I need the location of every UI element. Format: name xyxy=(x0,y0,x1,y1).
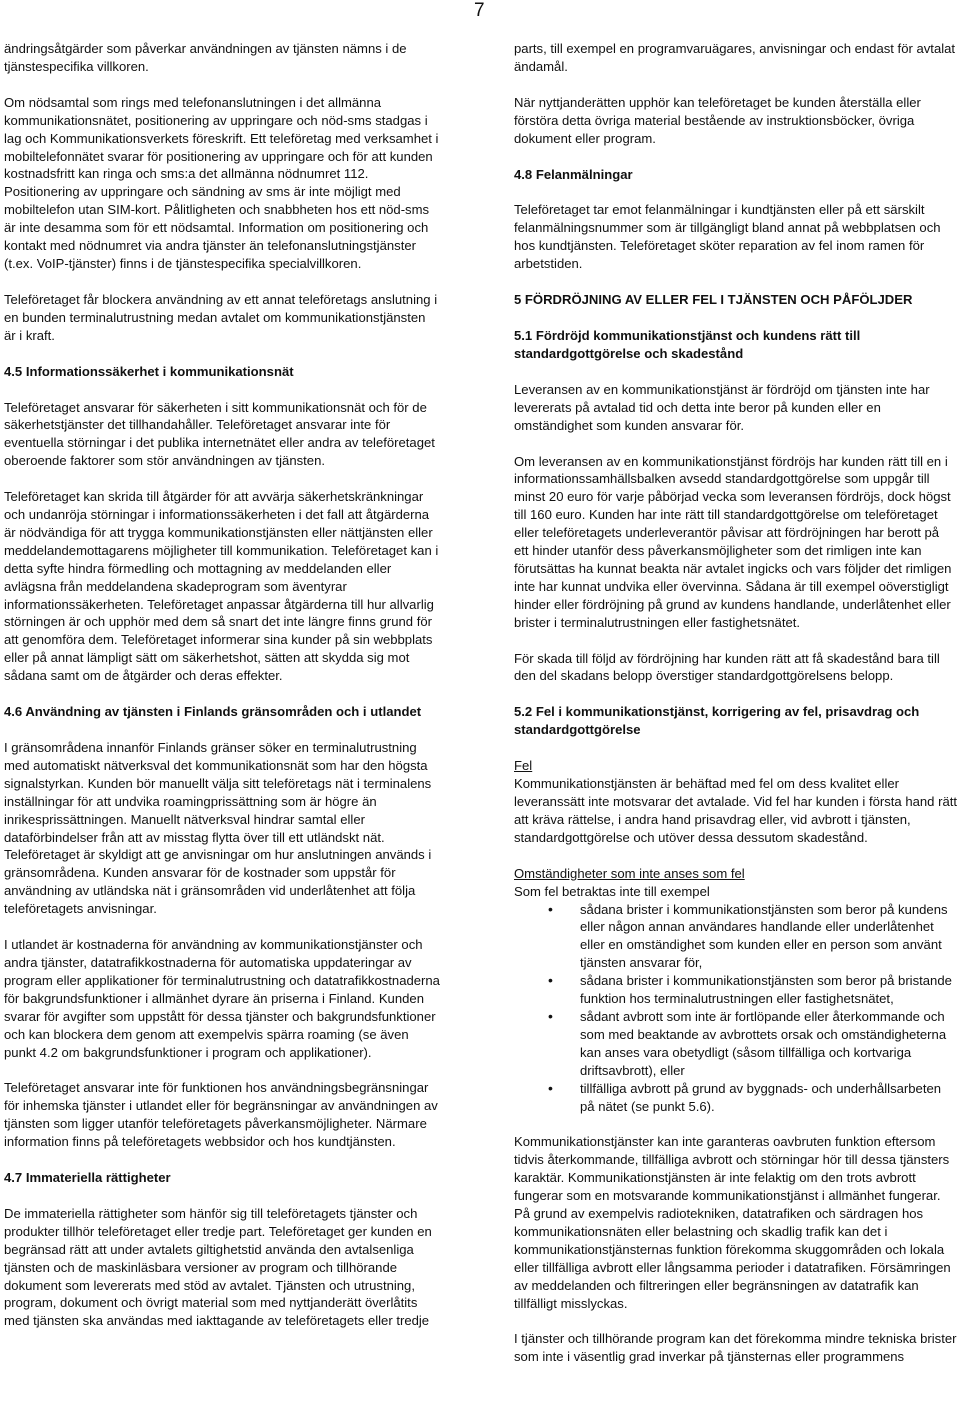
right-column xyxy=(514,40,957,1366)
list-intro: Som fel betraktas inte till exempel xyxy=(514,883,710,899)
paragraph: I tjänster och tillhörande program kan det förekomma mindre tekniska brister som inte i väsentlig grad inverkar på tjänsternas eller programmens xyxy=(514,1331,957,1365)
paragraph: Leveransen av en kommunikationstjänst är fördröjd om tjänsten inte har levererats på avtalad tid och detta inte beror på kunden eller en omständighet som kunden ansvarar för. xyxy=(514,381,930,433)
paragraph: parts, till exempel en programvaruägares, anvisningar och endast för avtalat ändamål. xyxy=(514,41,956,74)
section-heading: 4.7 Immateriella rättigheter xyxy=(4,1170,171,1186)
paragraph: Kommunikationstjänsten är behäftad med fel om dess kvalitet eller leveranssätt inte motsvarar det avtalade. Vid fel har kunden i första hand rätt att kräva rättelse, i andra hand prisavdrag eller, vid avbrott i tjänsten, standardgottgörelse och utöver dessa dessutom skadestånd. xyxy=(514,776,958,845)
section-heading: 4.5 Informationssäkerhet i kommunikationsnät xyxy=(4,363,294,379)
section-heading: 4.6 Användning av tjänsten i Finlands gränsområden och i utlandet xyxy=(4,704,422,720)
page-number: 7 xyxy=(474,0,485,21)
section-heading: 5.1 Fördröjd kommunikationstjänst och kundens rätt till standardgottgörelse och skadestånd xyxy=(514,327,861,361)
paragraph: Teleföretaget kan skrida till åtgärder för att avvärja säkerhetskränkningar och undanröja störningar i informationssäkerheten i det fall att åtgärderna är nödvändiga för att trygga kommunikationstjänsten eller nättjänsten eller meddelandemottagarens möjligheter till kommunikation. Teleföretaget kan i detta syfte hindra förmedling och mottagning av meddelanden eller avlägsna från meddelandena skadeprogram som äventyrar informationssäkerheten. Teleföretaget anpassar åtgärderna till hur allvarlig störningen är och upphör med dem så snart det inte längre finns grund för att genomföra dem. Teleföretaget informerar sina kunder på sin webbplats eller på annat lämpligt sätt om säkerhetshot, sätten att skydda sig mot sådana samt om de åtgärder och deras effekter. xyxy=(4,489,439,684)
paragraph: Teleföretaget får blockera användning av ett annat teleföretags anslutning i en bunden terminalutrustning medan avtalet om kommunikationstjänsten är i kraft. xyxy=(4,291,438,343)
paragraph: Kommunikationstjänster kan inte garanteras oavbruten funktion eftersom tidvis återkommande, tillfälliga avbrott och störningar hör till dessa tjänsters karaktär. Kommunikationstjänsten är inte felaktig om den trots avbrott fungerar som en motsvarande kommunikationstjänst i allmänhet fungerar. På grund av exempelvis radiotekniken, datatrafiken och särdragen hos kommunikationsnäten eller belastning och skadlig trafik kan det i kommunikationstjänsternas funktion förekomma skuggområden och lokala eller tillfälliga avbrott eller långsamma perioder i datatrafiken. Försämringen av meddelanden och filtreringen eller begränsningen av datatrafik kan tillfälligt misslyckas. xyxy=(514,1134,951,1311)
list-item: • sådant avbrott som inte är fortlöpande eller återkommande och som med beaktande av avbrottets orsak och omständigheterna kan anses vara obetydligt (såsom tillfälliga och kortvariga driftsavbrott), eller xyxy=(514,1008,957,1080)
paragraph: Teleföretaget tar emot felanmälningar i kundtjänsten eller på ett särskilt felanmälningsnummer som är tillgängligt bland annat på webbplatsen och hos kundtjänsten. Teleföretaget sköter reparation av fel inom ramen för arbetstiden. xyxy=(514,202,941,272)
paragraph: Om nödsamtal som rings med telefonanslutningen i det allmänna kommunikationsnätet, positionering av uppringare och nöd-sms stadgas i lag och Kommunikationsverkets föreskrift. Ett teleföretag med verksamhet i mobiltelefonnätet svarar för positionering av uppringare och för att kunden kostnadsfritt kan ringa och sms:a det allmänna nödnumret 112. Positionering av uppringare och sändning av sms är inte möjligt med mobiltelefon utan SIM-kort. Pålitligheten och snabbheten hos ett nöd-sms är inte desamma som för ett nödsamtal. Information om positionering och kontakt med nödnumret via andra tjänster än telefonanslutningstjänster (t.ex. VoIP-tjänster) finns i de tjänstespecifika specialvillkoren. xyxy=(4,94,439,271)
chapter-heading: 5 FÖRDRÖJNING AV ELLER FEL I TJÄNSTEN OCH PÅFÖLJDER xyxy=(514,292,913,308)
paragraph: I gränsområdena innanför Finlands gränser söker en terminalutrustning med automatiskt nätverksval det kommunikationsnät som har den högsta signalstyrkan. Kunden bör manuellt välja sitt teleföretags nät i terminalens inställningar för att undvika roamingprissättning som är högre än inrikesprissättningen. Manuellt nätverksval hindrar samtal eller dataförbindelser från att av misstag flytta över till ett utländskt nät. Teleföretaget är skyldigt att ge anvisningar om hur anslutningen används i gränsområdena. Kunden ansvarar för de kostnader som uppstår för användning av utländska nät i gränsområden vid underlåtenhet att följa teleföretagets anvisningar. xyxy=(4,740,432,917)
subheading-fel: Fel xyxy=(514,758,533,774)
paragraph: Om leveransen av en kommunikationstjänst fördröjs har kunden rätt till en i informationssamhällsbalken avsedd standardgottgörelse som uppgår till minst 20 euro för varje påbörjad vecka som leveransen fördröjs, dock högst till 160 euro. Kunden har inte rätt till standardgottgörelse om teleföretaget eller teleföretagets underleverantör påvisar att fördröjningen har berott på ett hinder utanför dess påverkansmöjligheter som det rimligen inte kan förutsättas ha kunnat beakta när avtalet ingicks och vars följder det rimligen inte har kunnat undvika eller övervinna. Sådana är till exempel oöverstigligt hinder eller fördröjning på grund av kundens handlande, underlåtenhet eller brister i terminalutrustningen eller fastighetsnätet. xyxy=(514,453,952,630)
paragraph: I utlandet är kostnaderna för användning av kommunikationstjänster och andra tjänster, datatrafikkostnaderna för automatiska uppdateringar av program eller applikationer för terminalutrustning och datatrafikkostnaderna för bakgrundsfunktioner i allmänhet dyrare än priserna i Finland. Kunden svarar för avgifter som uppstått för dessa tjänster och bakgrundsfunktioner och kan blockera dem genom att exempelvis spärra roaming (se även punkt 4.2 om bakgrundsfunktioner i program och applikationer). xyxy=(4,937,440,1060)
list-item: • tillfälliga avbrott på grund av byggnads- och underhållsarbeten på nätet (se punkt 5.6). xyxy=(514,1080,957,1116)
section-heading: 5.2 Fel i kommunikationstjänst, korrigering av fel, prisavdrag och standardgottgörelse xyxy=(514,704,920,738)
paragraph: När nyttjanderätten upphör kan teleföretaget be kunden återställa eller förstöra detta övriga material bestående av instruktionsböcker, övriga dokument eller program. xyxy=(514,94,921,146)
section-heading: 4.8 Felanmälningar xyxy=(514,166,633,182)
paragraph: ändringsåtgärder som påverkar användningen av tjänsten nämns i de tjänstespecifika villkoren. xyxy=(4,41,407,74)
subheading-omstandigheter: Omständigheter som inte anses som fel xyxy=(514,865,745,881)
list-item: • sådana brister i kommunikationstjänsten som beror på kundens eller någon annan användares handlande eller underlåtenhet eller en omständighet som kunden eller en person som använt tjänsten ansvarar för, xyxy=(514,901,957,973)
paragraph: Teleföretaget ansvarar inte för funktionen hos användningsbegränsningar för inhemska tjänster i utlandet eller för begränsningar av användningen av tjänsten som ligger utanför teleföretagets påverkansmöjligheter. Närmare information finns på teleföretagets webbsidor och hos kundtjänsten. xyxy=(4,1080,438,1150)
left-column xyxy=(4,40,440,1330)
paragraph: För skada till följd av fördröjning har kunden rätt att få skadestånd bara till den del skadans belopp överstiger standardgottgörelsens belopp. xyxy=(514,650,940,684)
bullet-list xyxy=(514,901,957,1116)
list-item: • sådana brister i kommunikationstjänsten som beror på bristande funktion hos terminalutrustningen eller fastighetsnätet, xyxy=(514,972,957,1008)
paragraph: De immateriella rättigheter som hänför sig till teleföretagets tjänster och produkter tillhör teleföretaget eller tredje part. Teleföretaget ger kunden en begränsad rätt att under avtalets giltighetstid använda den avtalsenliga tjänsten och de maskinläsbara versioner av program och tillhörande dokument som levererats med stöd av avtalet. Tjänsten och utrustning, program, dokument och övrigt material som med nyttjanderätt överlåtits med tjänsten ska användas med iakttagande av teleföretagets eller tredje xyxy=(4,1205,432,1329)
paragraph: Teleföretaget ansvarar för säkerheten i sitt kommunikationsnät och för de säkerhetstjänster det tillhandahåller. Teleföretaget ansvarar inte för eventuella störningar i det publika internetnätet eller andra av teleföretaget oberoende faktorer som stör användningen av tjänsten. xyxy=(4,399,435,469)
